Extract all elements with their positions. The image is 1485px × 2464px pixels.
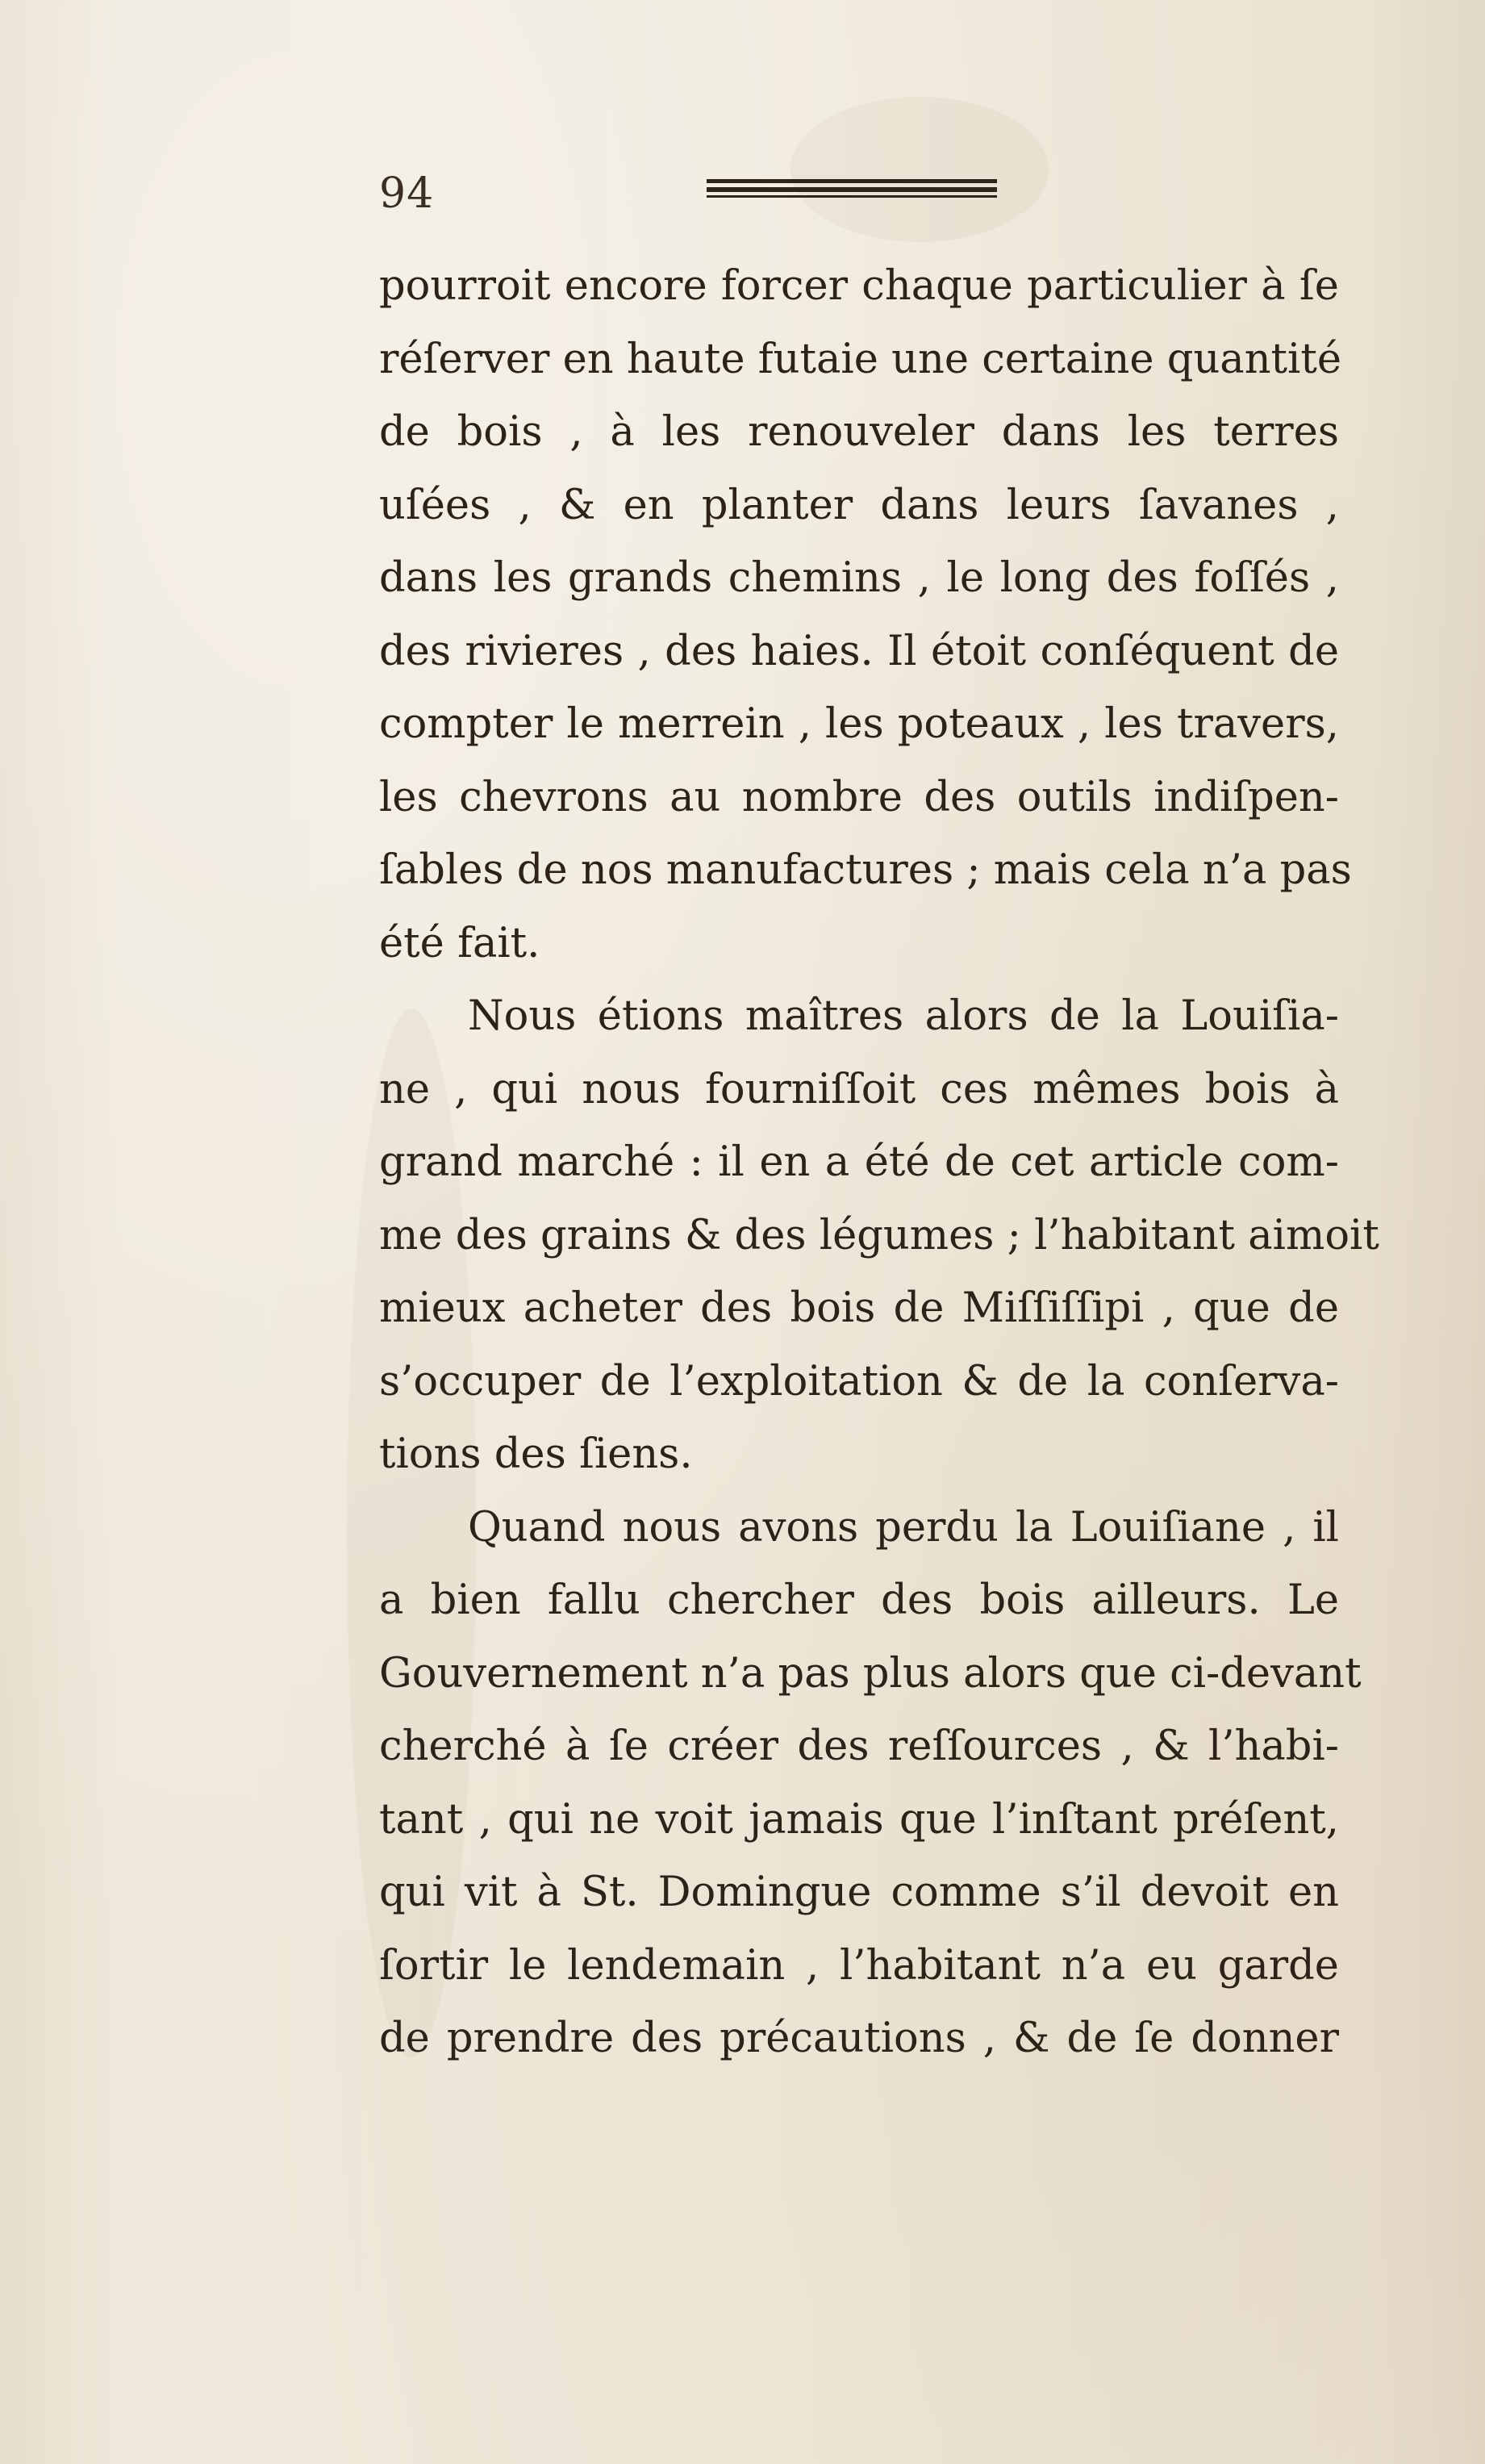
text-line: été fait. [379,919,540,967]
text-line: ne , qui nous fourniſſoit ces mêmes bois à [379,1065,1339,1113]
text-line: ſables de nos manufactures ; mais cela n’a pas [379,846,1352,894]
text-line: de prendre des précautions , & de ſe donner [379,2015,1339,2062]
rule-line [707,179,997,183]
text-line: tions des ſiens. [379,1430,693,1478]
text-line: ſortir le lendemain , l’habitant n’a eu garde [379,1941,1339,1990]
text-line: qui vit à St. Domingue comme s’il devoit en [379,1869,1339,1916]
header-rule [707,179,997,198]
text-line: tant , qui ne voit jamais que l’inſtant préſent, [379,1795,1339,1844]
text-line: dans les grands chemins , le long des foſſés , [379,554,1339,602]
text-line: Nous étions maîtres alors de la Louiſia- [468,992,1339,1040]
text-line: Quand nous avons perdu la Louiſiane , il [468,1503,1339,1551]
text-line: grand marché : il en a été de cet article com- [379,1138,1339,1186]
text-line: pourroit encore forcer chaque particulier à ſe [379,262,1339,310]
text-line: s’occuper de l’exploitation & de la conſerva- [379,1357,1339,1405]
text-line: des rivieres , des haies. Il étoit conſéquent de [379,627,1339,675]
text-line: uſées , & en planter dans leurs ſavanes , [379,481,1339,529]
rule-line [707,187,997,192]
text-line: Gouvernement n’a pas plus alors que ci-devant [379,1649,1362,1698]
text-line: les chevrons au nombre des outils indiſpen- [379,773,1339,821]
paper-stain [790,97,1049,242]
text-line: réſerver en haute futaie une certaine quantité [379,335,1342,383]
page-number: 94 [379,169,435,218]
text-line: a bien fallu chercher des bois ailleurs. Le [379,1577,1339,1624]
text-line: cherché à ſe créer des reſſources , & l’habi- [379,1723,1339,1770]
paragraph [379,1492,1362,2076]
rule-line [707,195,997,198]
paragraph [379,250,1352,980]
text-line: mieux acheter des bois de Miſſiſſipi , que de [379,1284,1339,1332]
text-line: de bois , à les renouveler dans les terres [379,408,1339,456]
paragraph [379,980,1379,1492]
text-line: me des grains & des légumes ; l’habitant aimoit [379,1211,1379,1259]
text-line: compter le merrein , les poteaux , les travers, [379,700,1339,748]
body-text [379,250,1379,2076]
